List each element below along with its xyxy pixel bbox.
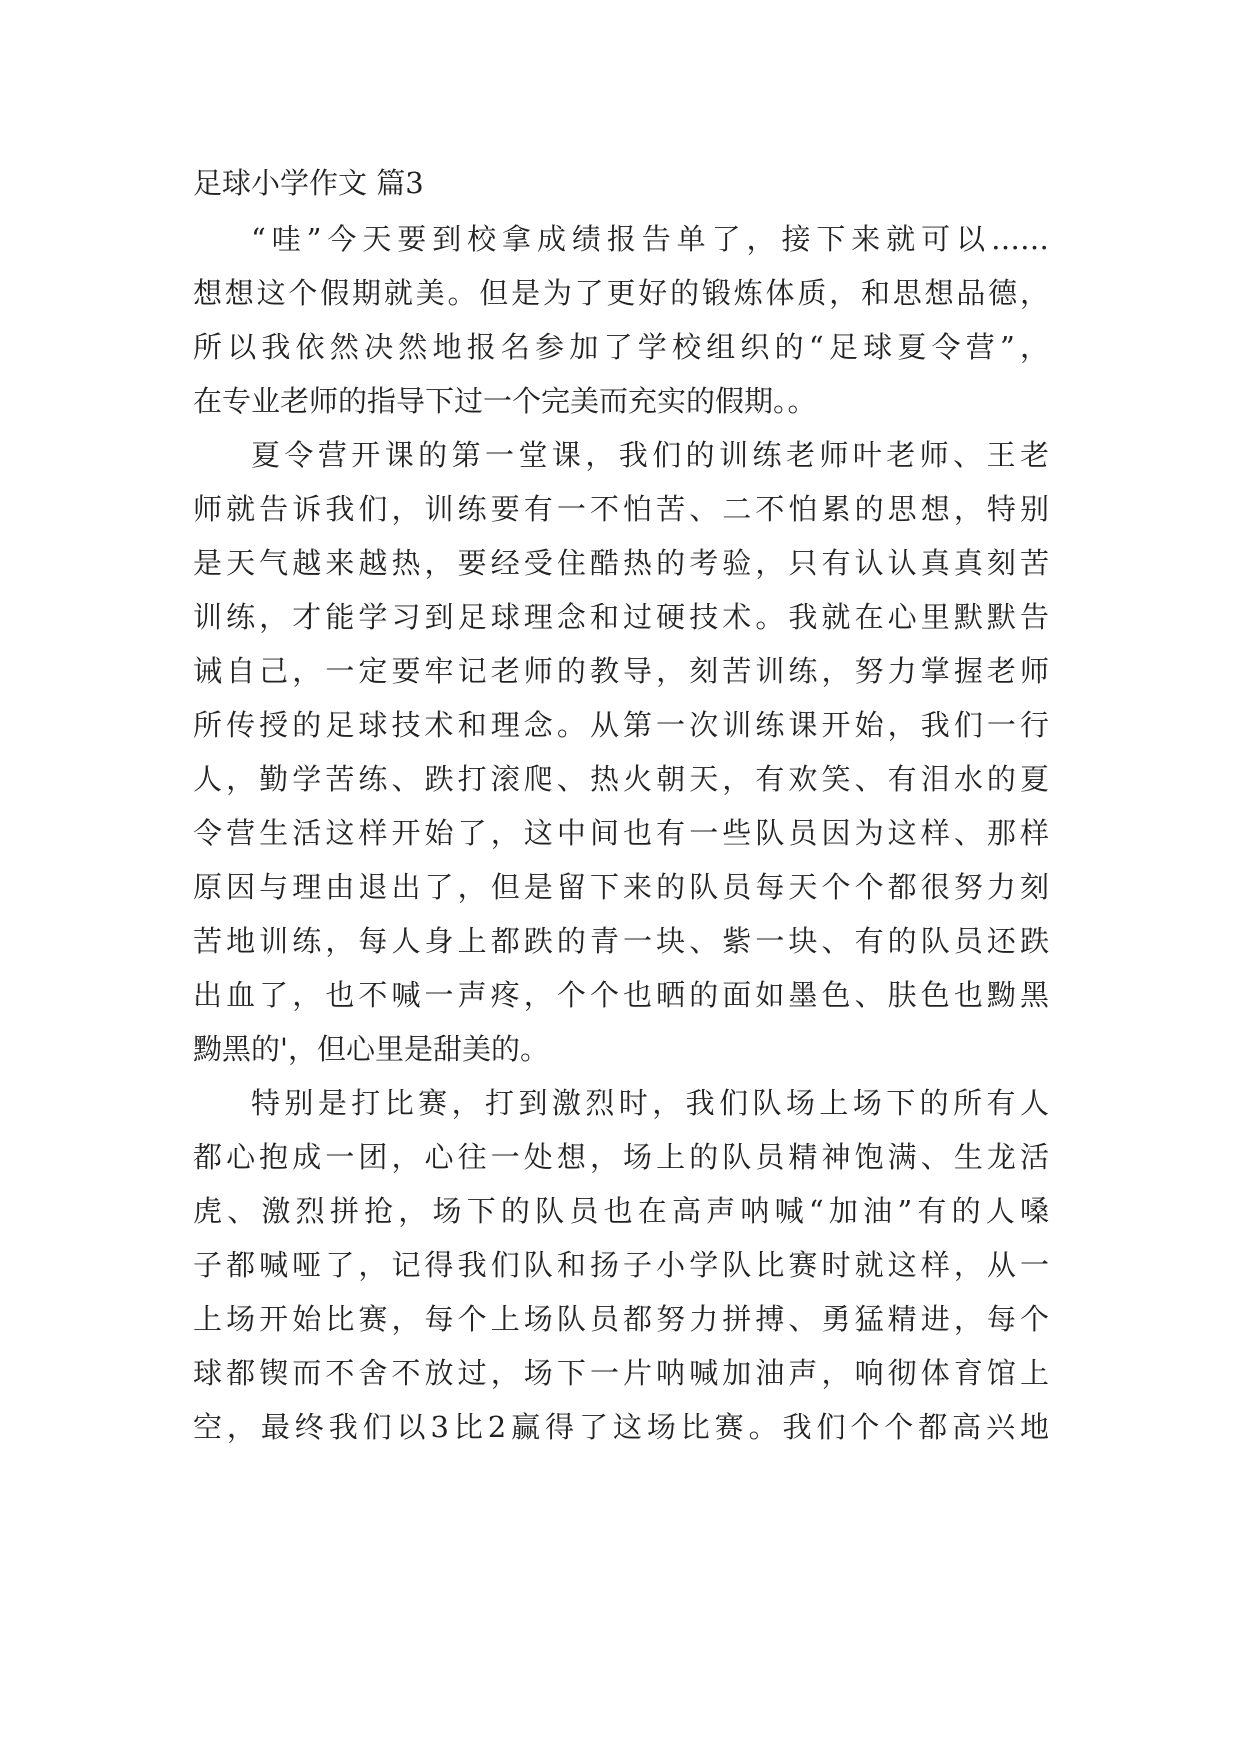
paragraph-3-line-1: 特别是打比赛，打到激烈时，我们队场上场下的所有人 bbox=[251, 1086, 1049, 1120]
paragraph-2-line-3: 是天气越来越热，要经受住酷热的考验，只有认认真真刻苦 bbox=[193, 546, 1049, 580]
paragraph-1-line-4: 在专业老师的指导下过一个完美而充实的假期。。 bbox=[193, 384, 817, 418]
paragraph-2-line-7: 人，勤学苦练、跌打滚爬、热火朝天，有欢笑、有泪水的夏 bbox=[193, 762, 1049, 796]
paragraph-2-line-12: 黝黑的'，但心里是甜美的。 bbox=[193, 1032, 549, 1066]
paragraph-1-line-2: 想想这个假期就美。但是为了更好的锻炼体质，和思想品德， bbox=[193, 276, 1049, 310]
paragraph-2-line-9: 原因与理由退出了，但是留下来的队员每天个个都很努力刻 bbox=[193, 870, 1049, 904]
paragraph-2-line-2: 师就告诉我们，训练要有一不怕苦、二不怕累的思想，特别 bbox=[193, 492, 1049, 526]
paragraph-3-line-2: 都心抱成一团，心往一处想，场上的队员精神饱满、生龙活 bbox=[193, 1140, 1049, 1174]
paragraph-1-line-1: “哇”今天要到校拿成绩报告单了，接下来就可以…… bbox=[251, 222, 1049, 256]
paragraph-2-line-10: 苦地训练，每人身上都跌的青一块、紫一块、有的队员还跌 bbox=[193, 924, 1049, 958]
paragraph-2-line-11: 出血了，也不喊一声疼，个个也晒的面如墨色、肤色也黝黑 bbox=[193, 978, 1049, 1012]
paragraph-2-line-6: 所传授的足球技术和理念。从第一次训练课开始，我们一行 bbox=[193, 708, 1049, 742]
paragraph-3-line-7: 空，最终我们以3比2赢得了这场比赛。我们个个都高兴地 bbox=[193, 1410, 1049, 1444]
paragraph-1-line-3: 所以我依然决然地报名参加了学校组织的“足球夏令营”， bbox=[193, 330, 1049, 364]
paragraph-2-line-4: 训练，才能学习到足球理念和过硬技术。我就在心里默默告 bbox=[193, 600, 1049, 634]
paragraph-2-line-5: 诫自己，一定要牢记老师的教导，刻苦训练，努力掌握老师 bbox=[193, 654, 1049, 688]
paragraph-3-line-6: 球都锲而不舍不放过，场下一片呐喊加油声，响彻体育馆上 bbox=[193, 1356, 1049, 1390]
paragraph-3-line-5: 上场开始比赛，每个上场队员都努力拼搏、勇猛精进，每个 bbox=[193, 1302, 1049, 1336]
paragraph-2-line-8: 令营生活这样开始了，这中间也有一些队员因为这样、那样 bbox=[193, 816, 1049, 850]
paragraph-3-line-4: 子都喊哑了，记得我们队和扬子小学队比赛时就这样，从一 bbox=[193, 1248, 1049, 1282]
paragraph-2-line-1: 夏令营开课的第一堂课，我们的训练老师叶老师、王老 bbox=[251, 438, 1049, 472]
paragraph-3-line-3: 虎、激烈拼抢，场下的队员也在高声呐喊“加油”有的人嗓 bbox=[193, 1194, 1049, 1228]
document-title: 足球小学作文 篇3 bbox=[193, 166, 424, 200]
